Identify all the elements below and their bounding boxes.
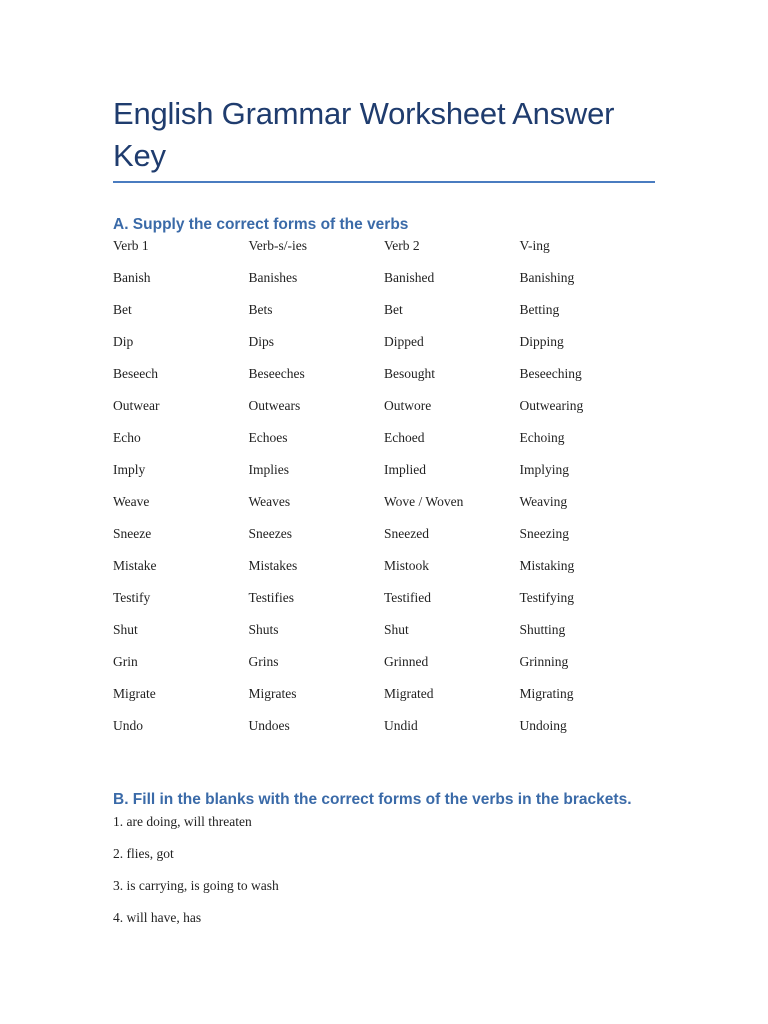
table-cell: Shutting (519, 622, 566, 637)
answer-item: 2. flies, got (113, 846, 174, 861)
table-row (113, 494, 655, 526)
title-underline-rule (113, 181, 655, 183)
table-cell: Migrates (248, 686, 297, 701)
table-cell: Outwearing (519, 398, 584, 413)
column-header: V-ing (519, 238, 550, 253)
table-cell: Testifies (248, 590, 295, 605)
table-row (113, 430, 655, 462)
table-cell: Wove / Woven (384, 494, 464, 509)
section-b-heading: B. Fill in the blanks with the correct forms of the verbs in the brackets. (113, 791, 632, 808)
table-row (113, 334, 655, 366)
table-row (113, 654, 655, 686)
table-header-row (113, 238, 655, 270)
answer-item: 4. will have, has (113, 910, 202, 925)
table-row (113, 302, 655, 334)
table-cell: Sneezed (384, 526, 429, 541)
answer-item: 3. is carrying, is going to wash (113, 878, 279, 893)
table-cell: Sneezes (248, 526, 292, 541)
table-row (113, 462, 655, 494)
table-cell: Outwore (384, 398, 432, 413)
answer-item: 1. are doing, will threaten (113, 814, 252, 829)
table-cell: Echo (113, 430, 141, 445)
table-cell: Grinned (384, 654, 429, 669)
table-cell: Undid (384, 718, 418, 733)
document-title: English Grammar Worksheet Answer Key (113, 96, 615, 173)
table-row (113, 622, 655, 654)
table-cell: Dipping (519, 334, 564, 349)
answer-list (113, 813, 655, 941)
table-cell: Testify (113, 590, 151, 605)
table-cell: Echoed (384, 430, 425, 445)
column-header: Verb-s/-ies (248, 238, 307, 253)
table-cell: Weave (113, 494, 150, 509)
table-cell: Migrate (113, 686, 156, 701)
table-cell: Shut (113, 622, 138, 637)
table-cell: Echoes (248, 430, 288, 445)
table-row (113, 686, 655, 718)
table-cell: Testifying (519, 590, 575, 605)
table-cell: Weaves (248, 494, 291, 509)
table-cell: Grins (248, 654, 279, 669)
table-cell: Migrating (519, 686, 574, 701)
table-row (113, 558, 655, 590)
table-row (113, 590, 655, 622)
table-cell: Besought (384, 366, 436, 381)
column-header: Verb 2 (384, 238, 420, 253)
table-cell: Grin (113, 654, 138, 669)
table-cell: Imply (113, 462, 146, 477)
table-cell: Dips (248, 334, 275, 349)
table-row (113, 366, 655, 398)
table-cell: Mistook (384, 558, 430, 573)
table-cell: Undoing (519, 718, 567, 733)
table-cell: Bet (113, 302, 132, 317)
verb-forms-table (113, 238, 655, 750)
table-row (113, 398, 655, 430)
table-cell: Mistakes (248, 558, 298, 573)
table-cell: Banishing (519, 270, 575, 285)
table-cell: Sneeze (113, 526, 152, 541)
table-cell: Shuts (248, 622, 279, 637)
table-cell: Testified (384, 590, 432, 605)
table-cell: Banished (384, 270, 435, 285)
table-cell: Outwear (113, 398, 160, 413)
table-cell: Beseeches (248, 366, 305, 381)
table-cell: Mistaking (519, 558, 575, 573)
table-cell: Weaving (519, 494, 568, 509)
table-cell: Banish (113, 270, 151, 285)
table-cell: Echoing (519, 430, 565, 445)
section-a-heading: A. Supply the correct forms of the verbs (113, 216, 409, 233)
table-cell: Bets (248, 302, 273, 317)
table-cell: Implying (519, 462, 569, 477)
table-cell: Betting (519, 302, 560, 317)
table-cell: Undoes (248, 718, 290, 733)
table-cell: Shut (384, 622, 409, 637)
table-cell: Banishes (248, 270, 298, 285)
column-header: Verb 1 (113, 238, 149, 253)
document-page (113, 93, 655, 941)
table-row (113, 526, 655, 558)
table-cell: Mistake (113, 558, 157, 573)
table-row (113, 270, 655, 302)
table-cell: Dipped (384, 334, 424, 349)
table-cell: Grinning (519, 654, 569, 669)
table-cell: Dip (113, 334, 134, 349)
table-cell: Migrated (384, 686, 434, 701)
table-cell: Implies (248, 462, 289, 477)
verb-table-body (113, 270, 655, 750)
table-cell: Undo (113, 718, 143, 733)
table-cell: Sneezing (519, 526, 569, 541)
table-cell: Outwears (248, 398, 301, 413)
table-cell: Bet (384, 302, 403, 317)
table-cell: Implied (384, 462, 426, 477)
table-cell: Beseeching (519, 366, 582, 381)
table-row (113, 718, 655, 750)
table-cell: Beseech (113, 366, 158, 381)
